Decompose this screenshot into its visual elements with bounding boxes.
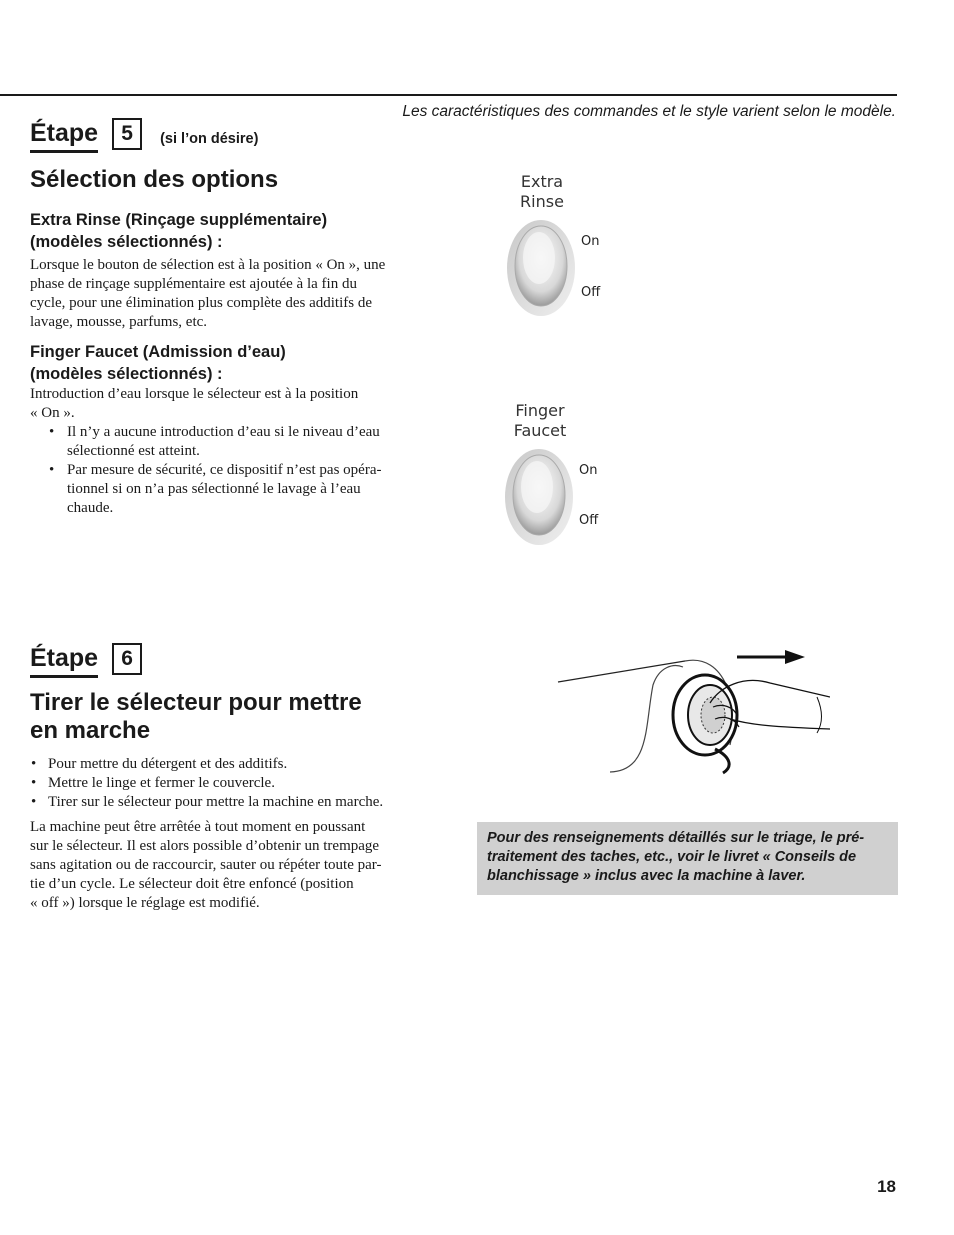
list-item <box>30 423 450 461</box>
extra-rinse-heading <box>30 209 327 253</box>
list-item: • Pour mettre du détergent et des additifs. <box>30 755 460 774</box>
knob-label-line: Finger <box>515 401 565 420</box>
extra-rinse-knob-label <box>496 172 588 212</box>
step6-number: 6 <box>112 643 142 675</box>
finger-faucet-bullets <box>30 423 450 518</box>
extra-rinse-heading-line1: Extra Rinse (Rinçage supplémentaire) <box>30 211 328 229</box>
finger-faucet-off-label: Off <box>579 513 599 528</box>
finger-faucet-paragraph <box>30 385 450 518</box>
bullet-line: tionnel si on n’a pas sélectionné le lavage à l’eau <box>67 481 361 497</box>
step5-header <box>30 118 258 153</box>
step6-title <box>30 689 470 745</box>
step6-line: « off ») lorsque le réglage est modifié. <box>30 895 260 911</box>
list-item <box>30 461 450 518</box>
bullet-line: chaude. <box>67 500 114 516</box>
extra-rinse-line: cycle, pour une élimination plus complète des additifs de <box>30 295 372 311</box>
step6-bullets <box>30 755 460 812</box>
rocker-switch-icon <box>504 218 578 318</box>
finger-faucet-heading-line2: (modèles sélectionnés) : <box>30 365 223 383</box>
list-item: • Tirer sur le sélecteur pour mettre la machine en marche. <box>30 793 460 812</box>
page-number: 18 <box>877 1177 896 1196</box>
knob-label-line: Rinse <box>520 192 564 211</box>
extra-rinse-line: Lorsque le bouton de sélection est à la position « On », une <box>30 257 386 273</box>
top-rule <box>0 94 897 96</box>
header-note: Les caractéristiques des commandes et le style varient selon le modèle. <box>402 103 896 120</box>
step6-line: tie d’un cycle. Le sélecteur doit être enfoncé (position <box>30 876 354 892</box>
bullet-line: • Il n’y a aucune introduction d’eau si le niveau d’eau <box>67 424 380 440</box>
extra-rinse-knob-illustration <box>496 172 624 320</box>
finger-faucet-line: Introduction d’eau lorsque le sélecteur est à la position <box>30 386 359 402</box>
extra-rinse-line: lavage, mousse, parfums, etc. <box>30 314 208 330</box>
extra-rinse-on-label: On <box>581 234 600 249</box>
pull-dial-illustration <box>555 645 830 777</box>
dial-knob-icon <box>673 675 737 773</box>
extra-rinse-off-label: Off <box>581 285 601 300</box>
info-line: traitement des taches, etc., voir le livret « Conseils de <box>487 849 857 865</box>
rocker-switch-icon <box>502 447 576 547</box>
step5-note: (si l’on désire) <box>160 131 259 147</box>
finger-faucet-heading <box>30 341 286 385</box>
step6-header <box>30 643 142 678</box>
info-box <box>477 822 898 895</box>
step6-word: Étape <box>30 644 98 678</box>
pull-arrow-icon <box>737 650 805 664</box>
step5-number: 5 <box>112 118 142 150</box>
finger-faucet-knob-illustration <box>494 401 622 549</box>
finger-faucet-on-label: On <box>579 463 598 478</box>
step6-title-line: en marche <box>30 717 151 744</box>
info-line: Pour des renseignements détaillés sur le triage, le pré- <box>487 830 865 846</box>
step5-word: Étape <box>30 119 98 153</box>
finger-faucet-line: « On ». <box>30 405 75 421</box>
extra-rinse-heading-line2: (modèles sélectionnés) : <box>30 233 223 251</box>
knob-label-line: Extra <box>520 172 564 191</box>
step6-line: sans agitation ou de raccourcir, sauter ou répéter toute par- <box>30 857 382 873</box>
bullet-line: sélectionné est atteint. <box>67 443 200 459</box>
bullet-line: • Par mesure de sécurité, ce dispositif n’est pas opéra- <box>67 462 382 478</box>
extra-rinse-paragraph <box>30 256 450 332</box>
info-line: blanchissage » inclus avec la machine à laver. <box>487 868 806 884</box>
finger-faucet-knob-label <box>494 401 586 441</box>
knob-label-line: Faucet <box>513 421 567 440</box>
step5-title: Sélection des options <box>30 166 279 193</box>
info-box-text <box>487 829 892 886</box>
step6-bullets-block <box>30 755 460 812</box>
extra-rinse-line: phase de rinçage supplémentaire est ajoutée à la fin du <box>30 276 357 292</box>
step6-line: La machine peut être arrêtée à tout moment en poussant <box>30 819 366 835</box>
step6-paragraph <box>30 818 460 913</box>
step6-line: sur le sélecteur. Il est alors possible d’obtenir un trempage <box>30 838 380 854</box>
list-item: • Mettre le linge et fermer le couvercle. <box>30 774 460 793</box>
finger-faucet-heading-line1: Finger Faucet (Admission d’eau) <box>30 343 286 361</box>
step6-title-line: Tirer le sélecteur pour mettre <box>30 689 362 716</box>
